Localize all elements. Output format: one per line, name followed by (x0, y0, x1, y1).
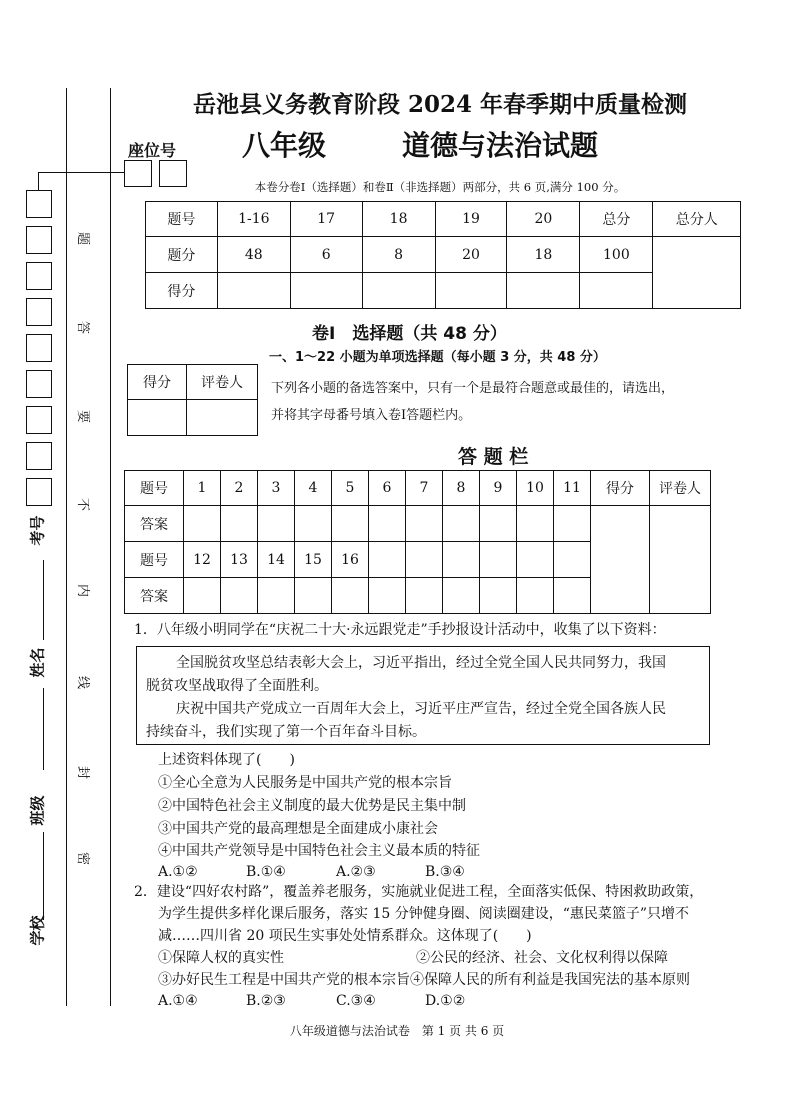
section-score-input[interactable] (128, 400, 187, 436)
answer-num-cell: 14 (258, 542, 295, 578)
exam-no-box[interactable] (26, 190, 52, 218)
q2-line-2: 为学生提供多样化课后服务，落实 15 分钟健身圈、阅读圈建设，“惠民菜篮子”只增不 (158, 906, 690, 922)
answer-input-cell[interactable] (295, 506, 332, 542)
score-input-cell[interactable] (362, 273, 435, 309)
q2-choice-c[interactable]: C.③④ (336, 993, 376, 1009)
class-label: 班级 (28, 795, 47, 826)
answer-num-cell: 8 (443, 471, 480, 506)
instruction-title: 一、1～22 小题为单项选择题（每小题 3 分，共 48 分） (269, 350, 606, 365)
q2-choice-b[interactable]: B.②③ (246, 993, 286, 1009)
score-input-cell[interactable] (217, 273, 290, 309)
answer-num-label: 题号 (125, 471, 184, 506)
class-field[interactable] (43, 688, 44, 770)
exam-no-box[interactable] (26, 226, 52, 254)
answer-input-cell[interactable] (258, 578, 295, 614)
answer-num-cell: 11 (554, 471, 591, 506)
q1-material-p2-l2: 持续奋斗，我们实现了第一个百年奋斗目标。 (146, 724, 426, 740)
answer-ans-label: 答案 (125, 506, 184, 542)
seat-box-1[interactable] (124, 160, 152, 187)
exam-title: 岳池县义务教育阶段 2024 年春季期中质量检测 (192, 91, 688, 118)
exam-no-box[interactable] (26, 442, 52, 470)
answer-input-cell[interactable] (554, 506, 591, 542)
answer-empty-cell (480, 542, 517, 578)
score-header-cell: 总分 (580, 202, 653, 237)
score-value-cell: 100 (580, 237, 653, 273)
score-obtained-label: 得分 (146, 273, 218, 309)
score-value-cell: 6 (290, 237, 362, 273)
answer-input-cell[interactable] (221, 578, 258, 614)
q1-item-4: ④中国共产党领导是中国特色社会主义最本质的特征 (158, 843, 480, 859)
answer-empty-cell (480, 578, 517, 614)
school-label: 学校 (28, 915, 47, 946)
section-score-label: 得分 (128, 365, 187, 400)
score-value-cell: 8 (362, 237, 435, 273)
answer-empty-cell (369, 578, 406, 614)
binding-line-outer (66, 88, 67, 1006)
answer-input-cell[interactable] (517, 506, 554, 542)
score-value-cell: 题分 (146, 237, 218, 273)
subject-title: 道德与法治试题 (402, 129, 599, 162)
answer-input-cell[interactable] (184, 506, 221, 542)
score-table (145, 201, 741, 309)
exam-no-box[interactable] (26, 406, 52, 434)
score-value-cell: 18 (507, 237, 580, 273)
q1-stem: 1．八年级小明同学在“庆祝二十大·永远跟党走”手抄报设计活动中，收集了以下资料： (134, 622, 666, 638)
seal-char-1: 题 (75, 231, 91, 246)
answer-input-cell[interactable] (332, 578, 369, 614)
seal-char-2: 答 (75, 320, 91, 335)
answer-num-cell: 1 (184, 471, 221, 506)
q2-choice-a[interactable]: A.①④ (158, 993, 198, 1009)
score-header-cell: 18 (362, 202, 435, 237)
exam-no-box[interactable] (26, 298, 52, 326)
instruction-line-1: 下列各小题的备选答案中，只有一个是最符合题意或最佳的，请选出， (271, 381, 675, 396)
answer-num-cell: 3 (258, 471, 295, 506)
section-grader-label: 评卷人 (187, 365, 258, 400)
answer-input-cell[interactable] (221, 506, 258, 542)
q1-choice-c[interactable]: A.②③ (336, 864, 376, 880)
score-header-cell: 19 (435, 202, 507, 237)
answer-num-cell: 7 (406, 471, 443, 506)
answer-num-cell: 15 (295, 542, 332, 578)
answer-num-label: 题号 (125, 542, 184, 578)
score-value-cell: 48 (217, 237, 290, 273)
answer-num-cell: 13 (221, 542, 258, 578)
answer-input-cell[interactable] (369, 506, 406, 542)
name-field[interactable] (43, 560, 44, 640)
exam-no-label: 考号 (28, 515, 47, 546)
q1-item-1: ①全心全意为人民服务是中国共产党的根本宗旨 (158, 775, 452, 791)
q1-item-2: ②中国特色社会主义制度的最大优势是民主集中制 (158, 798, 466, 814)
score-header-cell: 17 (290, 202, 362, 237)
score-input-cell[interactable] (290, 273, 362, 309)
exam-no-box[interactable] (26, 334, 52, 362)
answer-empty-cell (443, 542, 480, 578)
answer-empty-cell (554, 578, 591, 614)
answer-empty-cell (517, 542, 554, 578)
answer-input-cell[interactable] (443, 506, 480, 542)
q1-choice-a[interactable]: A.①② (158, 864, 198, 880)
answer-grader-label: 评卷人 (650, 471, 711, 506)
q2-item-2: ②公民的经济、社会、文化权利得以保障 (416, 950, 668, 966)
q1-material-p1-l1: 全国脱贫攻坚总结表彰大会上，习近平指出，经过全党全国人民共同努力，我国 (176, 655, 666, 671)
page-footer: 八年级道德与法治试卷 第 1 页 共 6 页 (289, 1024, 505, 1038)
score-header-cell: 1-16 (217, 202, 290, 237)
q1-choice-b[interactable]: B.①④ (246, 864, 286, 880)
exam-no-box[interactable] (26, 478, 52, 506)
answer-table (124, 470, 711, 614)
answer-score-input[interactable] (591, 506, 650, 614)
answer-empty-cell (369, 542, 406, 578)
exam-intro: 本卷分卷Ⅰ（选择题）和卷Ⅱ（非选择题）两部分，共 6 页,满分 100 分。 (254, 180, 626, 194)
name-label: 姓名 (28, 647, 47, 678)
q2-item-1: ①保障人权的真实性 (158, 950, 284, 966)
q2-line-3: 减……四川省 20 项民生实事处处情系群众。这体现了( ) (158, 928, 532, 944)
answer-ans-label: 答案 (125, 578, 184, 614)
score-input-cell[interactable] (507, 273, 580, 309)
section-grader-input[interactable] (187, 400, 258, 436)
binding-line-inner (110, 88, 111, 1006)
answer-empty-cell (554, 542, 591, 578)
q2-choice-d[interactable]: D.①② (425, 993, 466, 1009)
score-header-cell: 20 (507, 202, 580, 237)
answer-num-cell: 6 (369, 471, 406, 506)
answer-empty-cell (517, 578, 554, 614)
section-score-table (127, 364, 258, 436)
answer-empty-cell (443, 578, 480, 614)
seat-label: 座位号 (128, 141, 177, 160)
answer-num-cell: 16 (332, 542, 369, 578)
instruction-line-2: 并将其字母番号填入卷Ⅰ答题栏内。 (271, 408, 472, 423)
answer-input-cell[interactable] (406, 506, 443, 542)
seal-char-6: 线 (75, 675, 91, 690)
answer-input-cell[interactable] (480, 506, 517, 542)
answer-num-cell: 4 (295, 471, 332, 506)
seal-char-4: 不 (75, 497, 91, 512)
answer-empty-cell (406, 542, 443, 578)
section-heading: 卷Ⅰ 选择题（共 48 分） (312, 324, 507, 344)
grade-title: 八年级 (242, 129, 327, 162)
q2-item-3-4: ③办好民生工程是中国共产党的根本宗旨④保障人民的所有利益是我国宪法的基本原则 (158, 972, 690, 988)
answer-num-cell: 2 (221, 471, 258, 506)
q1-lead: 上述资料体现了( ) (158, 752, 295, 768)
score-input-cell[interactable] (580, 273, 653, 309)
q1-choice-d[interactable]: B.③④ (425, 864, 465, 880)
score-header-cell: 总分人 (653, 202, 741, 237)
answer-input-cell[interactable] (332, 506, 369, 542)
answer-num-cell: 10 (517, 471, 554, 506)
total-grader-cell[interactable] (653, 237, 741, 309)
answer-num-cell: 5 (332, 471, 369, 506)
answer-input-cell[interactable] (295, 578, 332, 614)
q1-item-3: ③中国共产党的最高理想是全面建成小康社会 (158, 821, 438, 837)
score-header-cell: 题号 (146, 202, 218, 237)
seat-connector (38, 172, 125, 190)
seal-char-3: 要 (75, 409, 91, 424)
exam-no-box[interactable] (26, 370, 52, 398)
q1-material-p1-l2: 脱贫攻坚战取得了全面胜利。 (146, 678, 328, 694)
answer-num-cell: 9 (480, 471, 517, 506)
answer-input-cell[interactable] (258, 506, 295, 542)
answer-bar-title: 答 题 栏 (458, 446, 529, 468)
exam-no-box[interactable] (26, 262, 52, 290)
school-field[interactable] (43, 832, 44, 920)
answer-score-label: 得分 (591, 471, 650, 506)
answer-input-cell[interactable] (184, 578, 221, 614)
answer-grader-input[interactable] (650, 506, 711, 614)
seal-char-7: 封 (75, 765, 91, 780)
q1-material-p2-l1: 庆祝中国共产党成立一百周年大会上，习近平庄严宣告，经过全党全国各族人民 (176, 701, 666, 717)
answer-num-cell: 12 (184, 542, 221, 578)
q2-line-1: 2．建设“四好农村路”，覆盖养老服务，实施就业促进工程，全面落实低保、特困救助政策， (134, 884, 704, 900)
score-input-cell[interactable] (435, 273, 507, 309)
answer-empty-cell (406, 578, 443, 614)
seal-char-8: 密 (75, 851, 91, 866)
seal-char-5: 内 (75, 583, 91, 598)
score-value-cell: 20 (435, 237, 507, 273)
